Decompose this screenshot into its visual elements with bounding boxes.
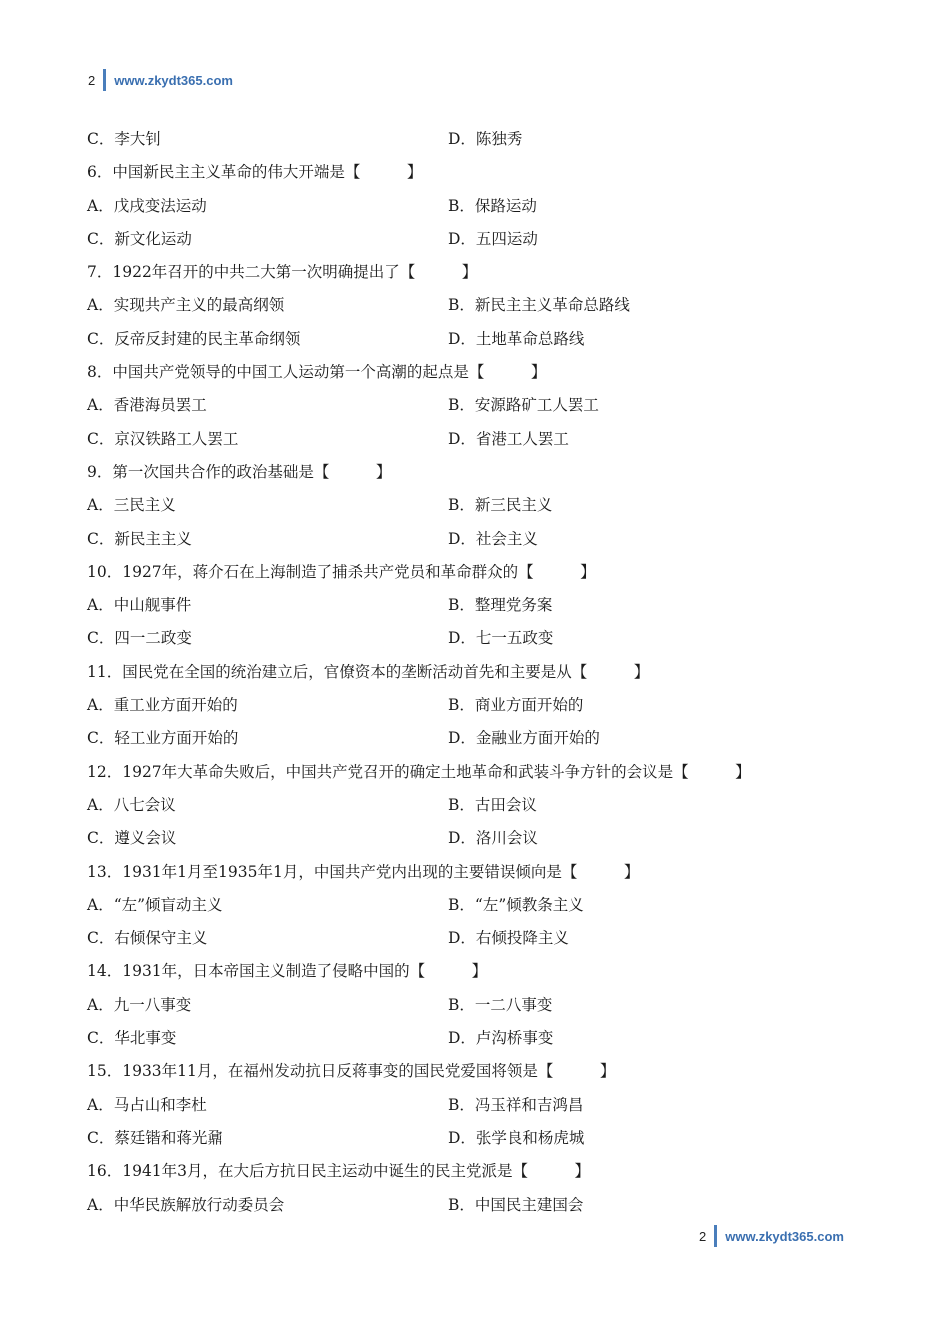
question-text: 7．1922年召开的中共二大第一次明确提出了【 】	[87, 263, 478, 282]
option-left: C．反帝反封建的民主革命纲领	[87, 329, 301, 348]
option-row	[87, 423, 867, 456]
option-right: B．整理党务案	[448, 596, 553, 615]
question-text: 8．中国共产党领导的中国工人运动第一个高潮的起点是【 】	[87, 363, 547, 382]
option-row	[87, 989, 867, 1022]
header-page-number: 2	[88, 72, 96, 88]
option-left: C．四一二政变	[87, 629, 192, 648]
option-left: A．中山舰事件	[87, 596, 192, 615]
option-right: D．七一五政变	[448, 629, 554, 648]
option-right: D．洛川会议	[448, 829, 538, 848]
option-left: C．京汉铁路工人罢工	[87, 429, 239, 448]
option-left: A．中华民族解放行动委员会	[87, 1195, 285, 1214]
option-row	[87, 822, 867, 855]
option-right: B．冯玉祥和吉鸿昌	[448, 1095, 584, 1114]
option-row	[87, 190, 867, 223]
question-text: 11．国民党在全国的统治建立后，官僚资本的垄断活动首先和主要是从【 】	[87, 662, 650, 681]
footer-divider-bar	[714, 1225, 717, 1247]
option-right: D．张学良和杨虎城	[448, 1128, 585, 1147]
question-text: 16．1941年3月，在大后方抗日民主运动中诞生的民主党派是【 】	[87, 1162, 591, 1181]
option-row	[87, 589, 867, 622]
option-left: A．八七会议	[87, 795, 176, 814]
option-left: A．马占山和李杜	[87, 1095, 207, 1114]
option-right: D．卢沟桥事变	[448, 1029, 554, 1048]
option-left: A．九一八事变	[87, 995, 192, 1014]
question-list	[87, 123, 867, 1222]
question-stem	[87, 856, 867, 889]
option-right: D．陈独秀	[448, 130, 523, 148]
question-stem	[87, 456, 867, 489]
option-right: D．土地革命总路线	[448, 329, 585, 348]
option-row	[87, 389, 867, 422]
option-row	[87, 523, 867, 556]
question-stem	[87, 256, 867, 289]
question-text: 12．1927年大革命失败后，中国共产党召开的确定土地革命和武装斗争方针的会议是【 】	[87, 762, 751, 781]
option-left: C．遵义会议	[87, 829, 177, 848]
option-left: A．香港海员罢工	[87, 396, 207, 415]
question-text: 6．中国新民主主义革命的伟大开端是【 】	[87, 163, 423, 182]
option-left: A．实现共产主义的最高纲领	[87, 296, 285, 315]
page-header	[88, 68, 233, 92]
option-row	[87, 289, 867, 322]
option-right: B．新三民主义	[448, 496, 553, 515]
option-right: B．商业方面开始的	[448, 696, 584, 715]
option-left: C．新文化运动	[87, 229, 192, 248]
option-right: D．五四运动	[448, 229, 538, 248]
option-row	[87, 789, 867, 822]
question-text: 15．1933年11月，在福州发动抗日反蒋事变的国民党爱国将领是【 】	[87, 1062, 616, 1081]
option-right: B．安源路矿工人罢工	[448, 396, 599, 415]
option-left: C．右倾保守主义	[87, 929, 208, 948]
question-text: 13．1931年1月至1935年1月，中国共产党内出现的主要错误倾向是【 】	[87, 862, 640, 881]
option-row	[87, 123, 867, 156]
option-right: D．右倾投降主义	[448, 929, 569, 948]
question-stem	[87, 756, 867, 789]
option-row	[87, 689, 867, 722]
option-right: D．金融业方面开始的	[448, 729, 600, 748]
option-row	[87, 1089, 867, 1122]
option-right: D．社会主义	[448, 529, 538, 548]
question-text: 9．第一次国共合作的政治基础是【 】	[87, 462, 392, 481]
option-left: A．重工业方面开始的	[87, 696, 238, 715]
option-left: C．蔡廷锴和蒋光鼐	[87, 1128, 223, 1147]
option-right: B．新民主主义革命总路线	[448, 296, 630, 315]
option-left: A．三民主义	[87, 496, 176, 515]
option-row	[87, 622, 867, 655]
option-left: C．李大钊	[87, 130, 161, 148]
question-stem	[87, 1055, 867, 1088]
option-row	[87, 722, 867, 755]
option-left: A．“左”倾盲动主义	[87, 895, 223, 914]
header-divider-bar	[103, 69, 106, 91]
option-row	[87, 323, 867, 356]
option-right: B．“左”倾教条主义	[448, 895, 584, 914]
question-stem	[87, 356, 867, 389]
page-footer	[699, 1224, 844, 1248]
option-row	[87, 922, 867, 955]
option-left: C．轻工业方面开始的	[87, 729, 239, 748]
option-left: A．戊戌变法运动	[87, 196, 207, 215]
option-right: D．省港工人罢工	[448, 429, 569, 448]
question-stem	[87, 656, 867, 689]
question-text: 14．1931年，日本帝国主义制造了侵略中国的【 】	[87, 962, 488, 981]
option-row	[87, 1022, 867, 1055]
option-left: C．华北事变	[87, 1029, 177, 1048]
option-row	[87, 1122, 867, 1155]
question-stem	[87, 1155, 867, 1188]
option-row	[87, 489, 867, 522]
option-right: B．一二八事变	[448, 995, 553, 1014]
footer-url: www.zkydt365.com	[725, 1228, 844, 1244]
footer-page-number: 2	[699, 1228, 707, 1244]
question-stem	[87, 556, 867, 589]
header-url: www.zkydt365.com	[114, 72, 233, 88]
option-row	[87, 1189, 867, 1222]
option-row	[87, 889, 867, 922]
option-row	[87, 223, 867, 256]
question-text: 10．1927年，蒋介石在上海制造了捕杀共产党员和革命群众的【 】	[87, 562, 596, 581]
question-stem	[87, 156, 867, 189]
option-left: C．新民主主义	[87, 529, 192, 548]
option-right: B．保路运动	[448, 196, 537, 215]
option-right: B．中国民主建国会	[448, 1195, 584, 1214]
question-stem	[87, 955, 867, 988]
option-right: B．古田会议	[448, 795, 537, 814]
